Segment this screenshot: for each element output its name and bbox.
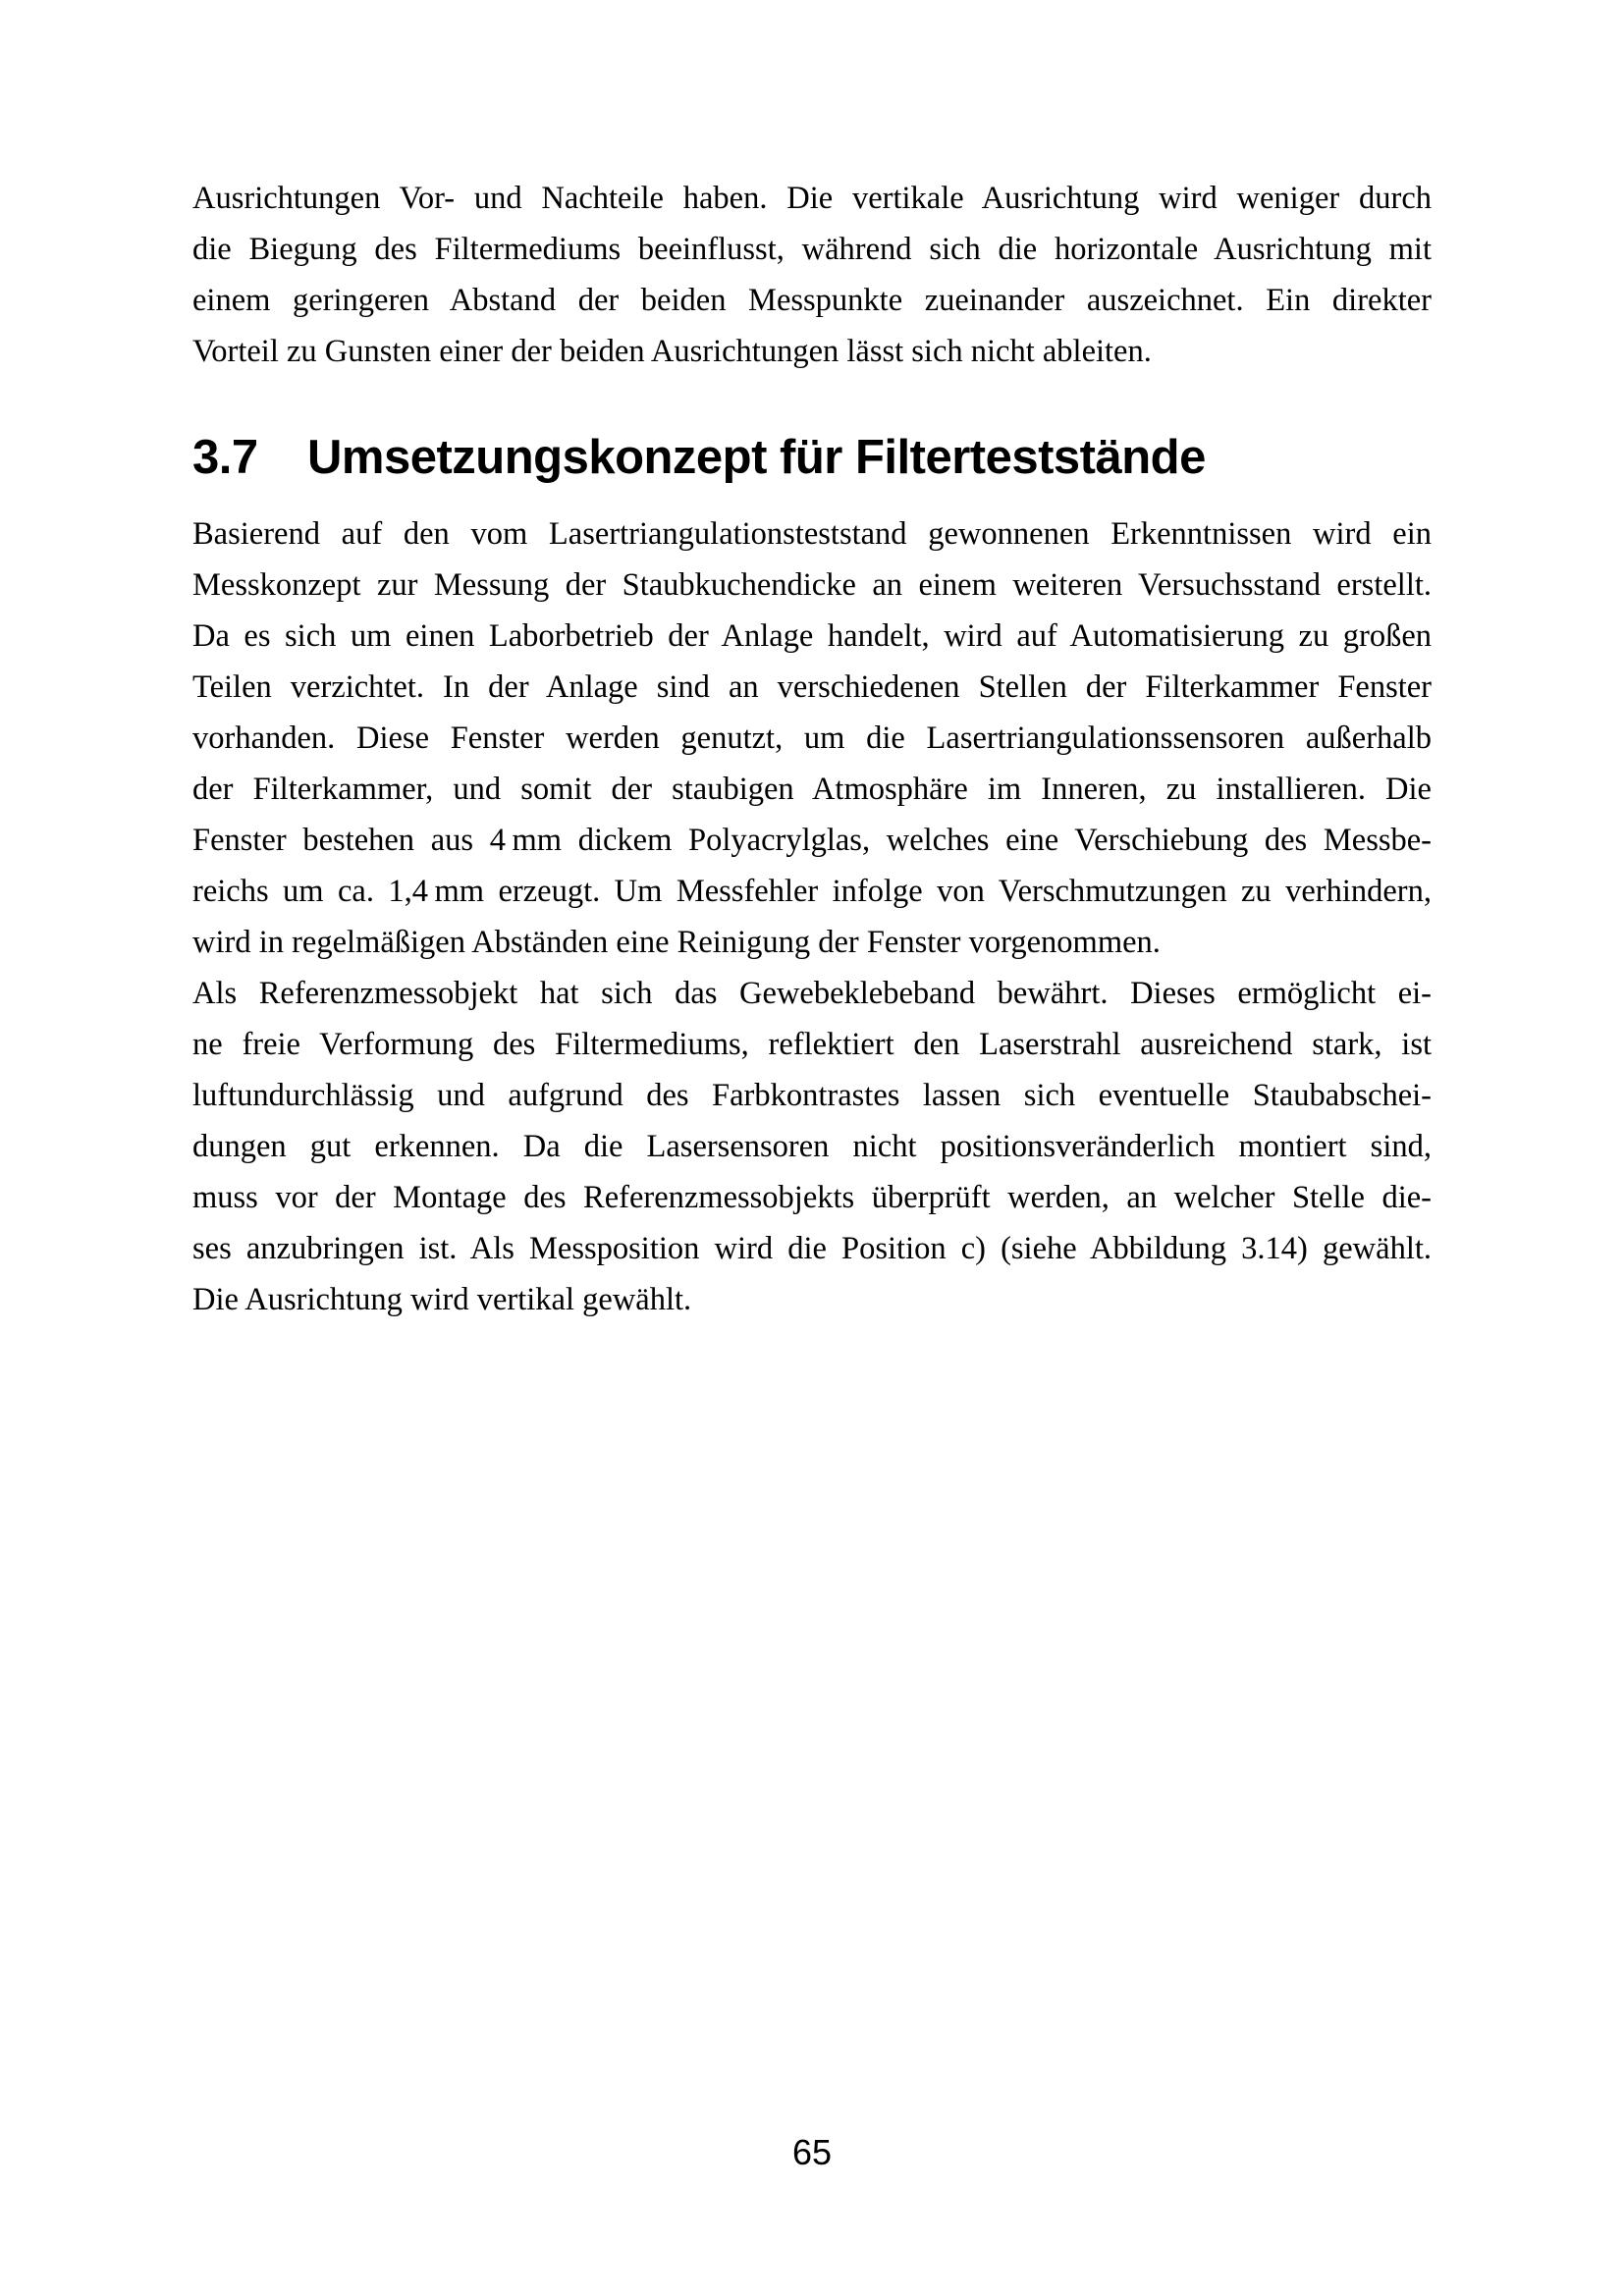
section-title: Umsetzungskonzept für Filterteststände [307, 431, 1206, 484]
text-line: wird in regelmäßigen Abständen eine Reinigung der Fenster vorgenommen. [192, 925, 1161, 960]
text-line: die Biegung des Filtermediums beeinflusst, während sich die horizontale Ausrichtung mit [192, 232, 1432, 267]
concept-paragraph [192, 508, 1432, 968]
text-line: dungen gut erkennen. Da die Lasersensoren nicht positionsveränderlich montiert sind, [192, 1129, 1432, 1164]
text-line: reichs um ca. 1,4 mm erzeugt. Um Messfehler infolge von Verschmutzungen zu verhindern, [192, 874, 1432, 909]
text-line: Messkonzept zur Messung der Staubkuchendicke an einem weiteren Versuchsstand erstellt. [192, 567, 1432, 603]
page-number: 65 [791, 2132, 833, 2172]
text-line: vorhanden. Diese Fenster werden genutzt, um die Lasertriangulationssensoren außerhalb [192, 721, 1432, 756]
text-line: Ausrichtungen Vor- und Nachteile haben. Die vertikale Ausrichtung wird weniger durch [192, 181, 1432, 216]
intro-paragraph [192, 173, 1432, 377]
text-line: der Filterkammer, und somit der staubigen Atmosphäre im Inneren, zu installieren. Die [192, 772, 1432, 807]
text-line: einem geringeren Abstand der beiden Messpunkte zueinander auszeichnet. Ein direkter [192, 283, 1432, 318]
text-line: Die Ausrichtung wird vertikal gewählt. [192, 1282, 692, 1317]
text-line: luftundurchlässig und aufgrund des Farbkontrastes lassen sich eventuelle Staubabschei- [192, 1078, 1432, 1113]
text-line: Fenster bestehen aus 4 mm dickem Polyacrylglas, welches eine Verschiebung des Messbe- [192, 823, 1432, 858]
text-line: ne freie Verformung des Filtermediums, reflektiert den Laserstrahl ausreichend stark, ist [192, 1027, 1432, 1062]
section-number: 3.7 [192, 431, 258, 484]
text-line: Teilen verzichtet. In der Anlage sind an verschiedenen Stellen der Filterkammer Fenster [192, 669, 1432, 705]
text-line: Vorteil zu Gunsten einer der beiden Ausrichtungen lässt sich nicht ableiten. [192, 334, 1152, 369]
text-line: Als Referenzmessobjekt hat sich das Gewebeklebeband bewährt. Dieses ermöglicht ei- [192, 976, 1432, 1011]
text-line: ses anzubringen ist. Als Messposition wird die Position c) (siehe Abbildung 3.14) gewählt. [192, 1231, 1432, 1266]
reference-paragraph [192, 968, 1432, 1325]
text-line: muss vor der Montage des Referenzmessobjekts überprüft werden, an welcher Stelle die- [192, 1180, 1432, 1215]
text-line: Da es sich um einen Laborbetrieb der Anlage handelt, wird auf Automatisierung zu großen [192, 618, 1432, 654]
section-heading [192, 430, 1432, 485]
text-line: Basierend auf den vom Lasertriangulationsteststand gewonnenen Erkenntnissen wird ein [192, 516, 1432, 552]
